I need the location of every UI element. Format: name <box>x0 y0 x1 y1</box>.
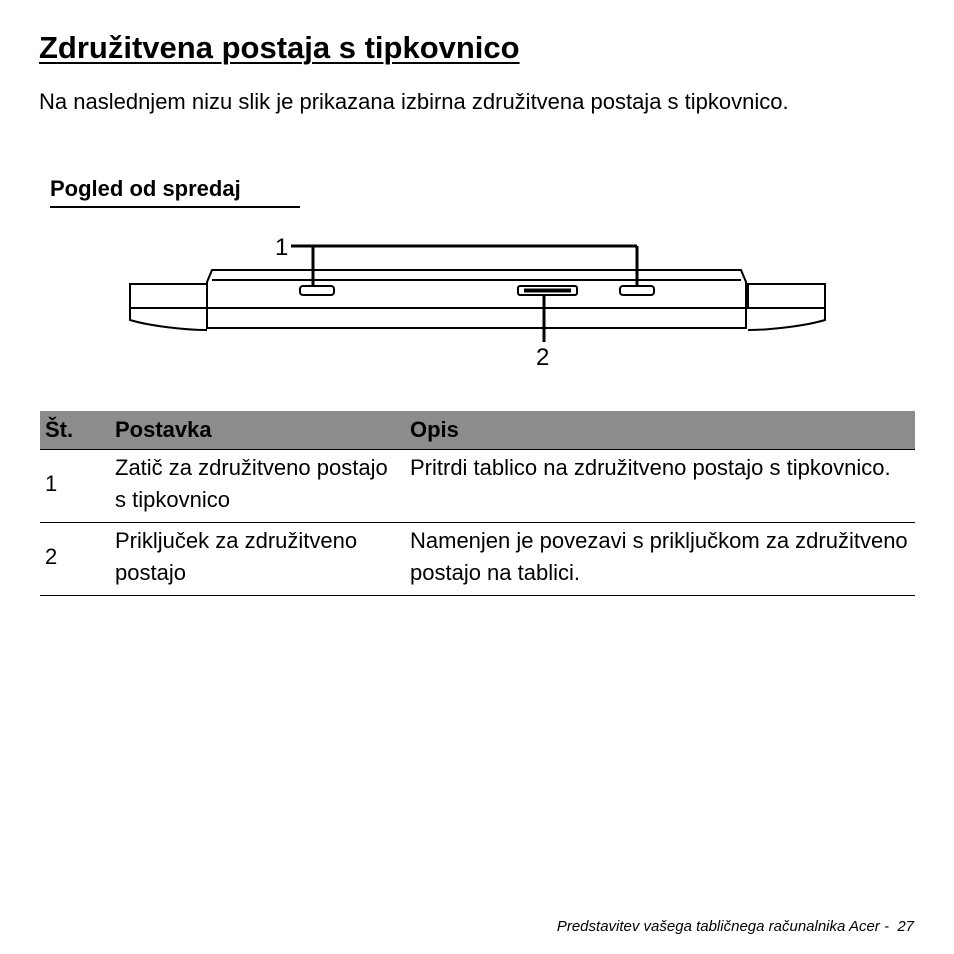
right-hinge-base <box>748 308 825 330</box>
section-heading-underline <box>50 206 300 208</box>
footer-text: Predstavitev vašega tabličnega računalnika Acer - <box>556 918 889 935</box>
section-heading: Pogled od spredaj <box>50 176 241 201</box>
row-description: Namenjen je povezavi s priključkom za združitveno postajo na tablici. <box>405 523 915 596</box>
dock-body <box>207 270 746 328</box>
row-item: Zatič za združitveno postajo s tipkovnico <box>110 450 405 523</box>
header-item: Postavka <box>110 411 405 450</box>
dock-front-view-diagram <box>0 220 954 385</box>
items-table <box>40 411 915 596</box>
left-latch <box>300 286 334 295</box>
left-hinge <box>130 284 207 308</box>
callout-2-label: 2 <box>536 344 550 371</box>
dock-illustration <box>0 220 954 380</box>
row-number: 2 <box>40 523 110 596</box>
table-row <box>40 523 915 596</box>
row-number: 1 <box>40 450 110 523</box>
right-hinge <box>748 284 825 308</box>
page-number: 27 <box>897 918 914 935</box>
row-item: Priključek za združitveno postajo <box>110 523 405 596</box>
intro-paragraph: Na naslednjem nizu slik je prikazana izbirna združitvena postaja s tipkovnico. <box>39 89 789 114</box>
right-latch <box>620 286 654 295</box>
callout-1-label: 1 <box>275 234 289 261</box>
table-header-row <box>40 411 915 450</box>
header-number: Št. <box>40 411 110 450</box>
page-footer <box>557 918 914 935</box>
row-description: Pritrdi tablico na združitveno postajo s tipkovnico. <box>405 450 915 523</box>
table-row <box>40 450 915 523</box>
left-hinge-base <box>130 308 207 330</box>
header-description: Opis <box>405 411 915 450</box>
page-title: Združitvena postaja s tipkovnico <box>39 30 520 65</box>
